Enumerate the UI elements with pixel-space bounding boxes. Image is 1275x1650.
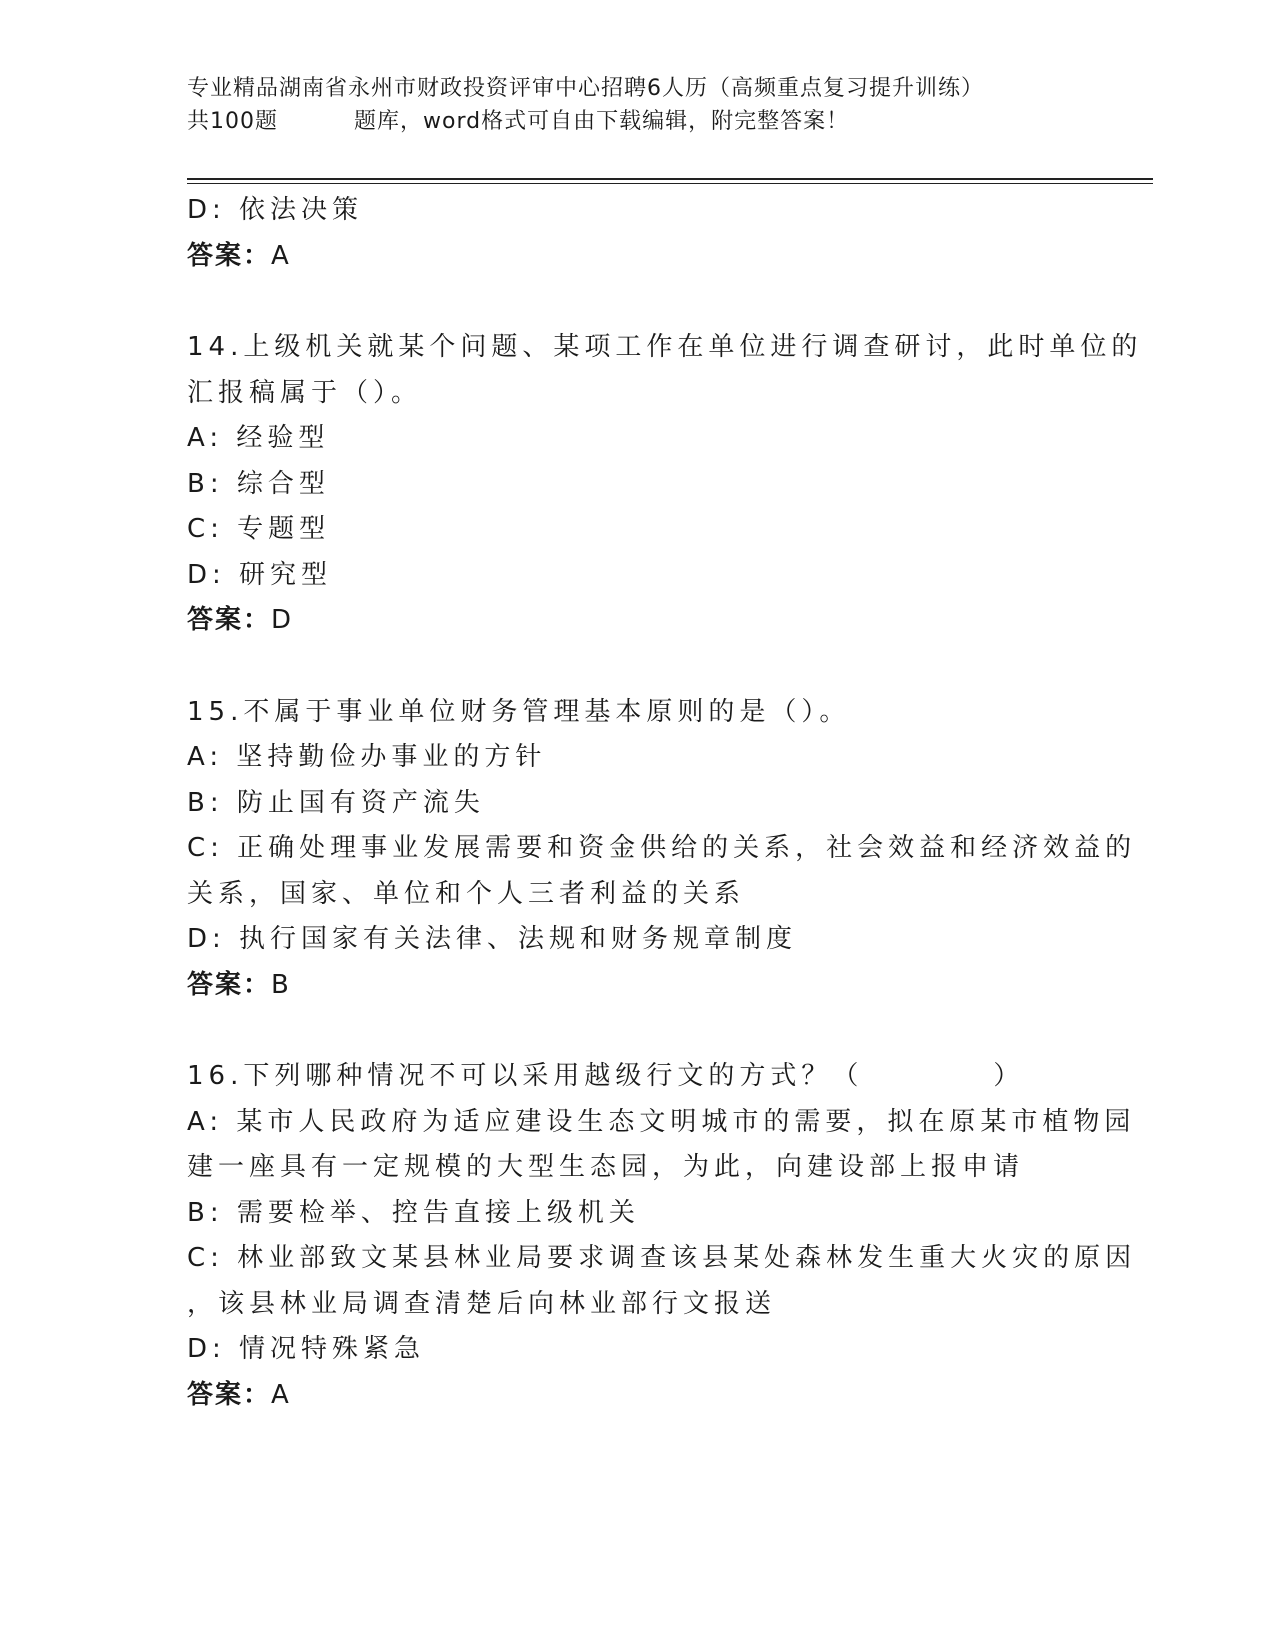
option-d: D: 依法决策 (187, 195, 364, 225)
answer-label: 答案： (187, 240, 272, 271)
header-subtitle (187, 105, 1087, 138)
option-b: B: 需要检举、控告直接上级机关 (187, 1197, 640, 1228)
question-stem (187, 1054, 1087, 1100)
option-a-cont: 建一座具有一定规模的大型生态园，为此，向建设部上报申请 (187, 1152, 1025, 1182)
question-stem-close: ） (993, 1061, 1025, 1091)
option-b: B: 综合型 (187, 468, 330, 499)
header-description: 题库，word格式可自由下载编辑，附完整答案！ (354, 109, 850, 134)
option-b: B: 防止国有资产流失 (187, 787, 485, 818)
option-d: D: 执行国家有关法律、法规和财务规章制度 (187, 924, 798, 954)
header-divider (187, 178, 1153, 180)
answer-value: D (271, 605, 294, 635)
option-c: C: 正确处理事业发展需要和资金供给的关系，社会效益和经济效益的 (187, 833, 1137, 863)
answer (187, 963, 1087, 1009)
document-header (187, 72, 1087, 138)
option-a: A: 坚持勤俭办事业的方针 (187, 742, 547, 772)
option-c: C: 林业部致文某县林业局要求调查该县某处森林发生重大火灾的原因 (187, 1243, 1137, 1273)
answer (187, 598, 1087, 644)
header-title: 专业精品湖南省永州市财政投资评审中心招聘6人历（高频重点复习提升训练） (187, 76, 984, 101)
question-13-tail (187, 188, 1087, 279)
option-a: A: 经验型 (187, 423, 330, 453)
question-16 (187, 1054, 1137, 1418)
option-d: D: 情况特殊紧急 (187, 1334, 426, 1364)
question-stem: 15.不属于事业单位财务管理基本原则的是（）。 (187, 696, 851, 727)
answer-label: 答案： (187, 1379, 272, 1410)
answer-value: A (271, 1379, 291, 1410)
option-a: A: 某市人民政府为适应建设生态文明城市的需要，拟在原某市植物园 (187, 1106, 1136, 1137)
answer-value: A (271, 240, 291, 271)
answer (187, 234, 1087, 280)
question-stem-cont: 汇报稿属于（）。 (187, 377, 423, 408)
question-15 (187, 690, 1137, 1009)
document-body (187, 188, 1143, 1418)
header-count: 共100题 (187, 109, 278, 134)
answer-label: 答案： (187, 605, 272, 635)
answer-label: 答案： (187, 969, 272, 1000)
answer-value: B (271, 969, 291, 1000)
question-stem-text: 16.下列哪种情况不可以采用越级行文的方式？（ (187, 1061, 864, 1091)
option-c: C: 专题型 (187, 514, 331, 544)
answer (187, 1373, 1087, 1419)
option-c-cont: 关系，国家、单位和个人三者利益的关系 (187, 878, 746, 909)
header-divider-thin (187, 183, 1153, 184)
question-stem: 14.上级机关就某个问题、某项工作在单位进行调查研讨，此时单位的 (187, 332, 1143, 362)
question-14 (187, 325, 1143, 644)
option-d: D: 研究型 (187, 559, 333, 590)
option-c-cont: ，该县林业局调查清楚后向林业部行文报送 (187, 1288, 777, 1319)
